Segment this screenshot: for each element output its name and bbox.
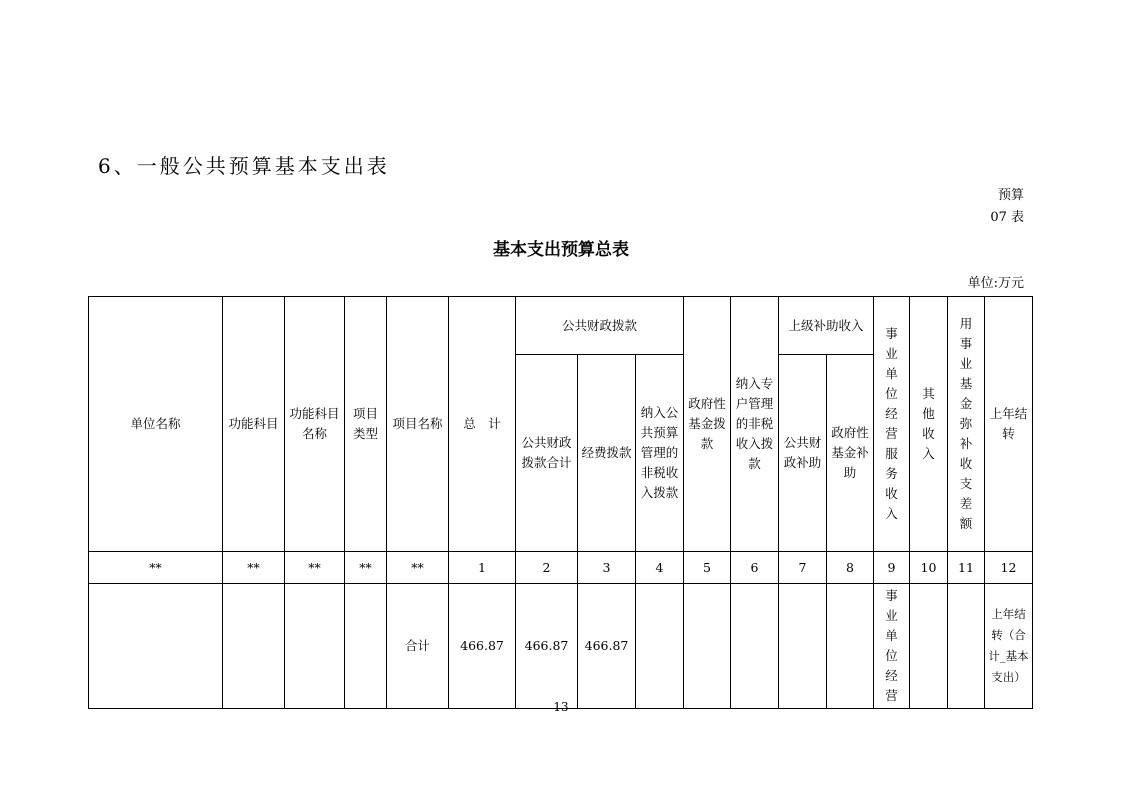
data-total: 466.87: [449, 584, 516, 709]
header-public-fiscal-group: 公共财政拨款: [516, 297, 684, 355]
data-public-fiscal-total: 466.87: [516, 584, 578, 709]
header-expense-alloc: 经费拨款: [578, 355, 636, 552]
header-project-type: 项目类型: [345, 297, 387, 552]
data-unit-name: [89, 584, 223, 709]
index-cell: **: [345, 552, 387, 584]
index-cell: 9: [874, 552, 910, 584]
header-business-income: 事 业 单 位 经 营 服 务 收 入: [874, 297, 910, 552]
header-special-nontax: 纳入专户管理的非税收入拨款: [731, 297, 779, 552]
data-expense-alloc: 466.87: [578, 584, 636, 709]
unit-label: 单位:万元: [967, 276, 1024, 291]
index-cell: 1: [449, 552, 516, 584]
header-func-subject: 功能科目: [223, 297, 285, 552]
data-fund-gap: [948, 584, 985, 709]
header-fund-gap: 用 事 业 基 金 弥 补 收 支 差 额: [948, 297, 985, 552]
index-cell: 2: [516, 552, 578, 584]
table-title: 基本支出预算总表: [493, 240, 629, 260]
index-cell: 6: [731, 552, 779, 584]
header-func-subject-name: 功能科目名称: [285, 297, 345, 552]
section-title: 6、一般公共预算基本支出表: [98, 154, 390, 178]
data-other-income: [910, 584, 948, 709]
data-special-nontax: [731, 584, 779, 709]
header-superior-group: 上级补助收入: [779, 297, 874, 355]
index-cell: 5: [684, 552, 731, 584]
header-other-income: 其 他 收 入: [910, 297, 948, 552]
data-project-type: [345, 584, 387, 709]
index-cell: **: [89, 552, 223, 584]
index-cell: 12: [985, 552, 1033, 584]
header-total: 总 计: [449, 297, 516, 552]
form-number-line2: 07 表: [990, 210, 1024, 225]
budget-table: [88, 296, 1033, 709]
data-gov-fund-alloc: [684, 584, 731, 709]
index-cell: 7: [779, 552, 827, 584]
index-cell: **: [285, 552, 345, 584]
form-number: [990, 185, 1024, 229]
index-cell: 10: [910, 552, 948, 584]
index-cell: 4: [636, 552, 684, 584]
header-project-name: 项目名称: [387, 297, 449, 552]
data-nontax-income: [636, 584, 684, 709]
header-unit-name: 单位名称: [89, 297, 223, 552]
header-prev-year-carry: 上年结转: [985, 297, 1033, 552]
table-row: [89, 584, 1033, 709]
form-number-line1: 预算: [997, 188, 1024, 203]
header-gov-fund-alloc: 政府性基金拨款: [684, 297, 731, 552]
data-gov-fund-subsidy: [827, 584, 874, 709]
data-func-subject-name: [285, 584, 345, 709]
page-number: 13: [553, 700, 569, 714]
data-func-subject: [223, 584, 285, 709]
data-project-name: 合计: [387, 584, 449, 709]
header-nontax-income: 纳入公共预算管理的非税收入拨款: [636, 355, 684, 552]
index-cell: **: [223, 552, 285, 584]
data-public-fiscal-subsidy: [779, 584, 827, 709]
index-cell: 3: [578, 552, 636, 584]
header-public-fiscal-total: 公共财政拨款合计: [516, 355, 578, 552]
data-prev-year-carry: 上年结转（合计_基本支出）: [985, 584, 1033, 709]
header-gov-fund-subsidy: 政府性基金补助: [827, 355, 874, 552]
index-cell: **: [387, 552, 449, 584]
index-cell: 11: [948, 552, 985, 584]
index-cell: 8: [827, 552, 874, 584]
data-business-income: 事 业 单 位 经 营: [874, 584, 910, 709]
header-public-fiscal-subsidy: 公共财政补助: [779, 355, 827, 552]
